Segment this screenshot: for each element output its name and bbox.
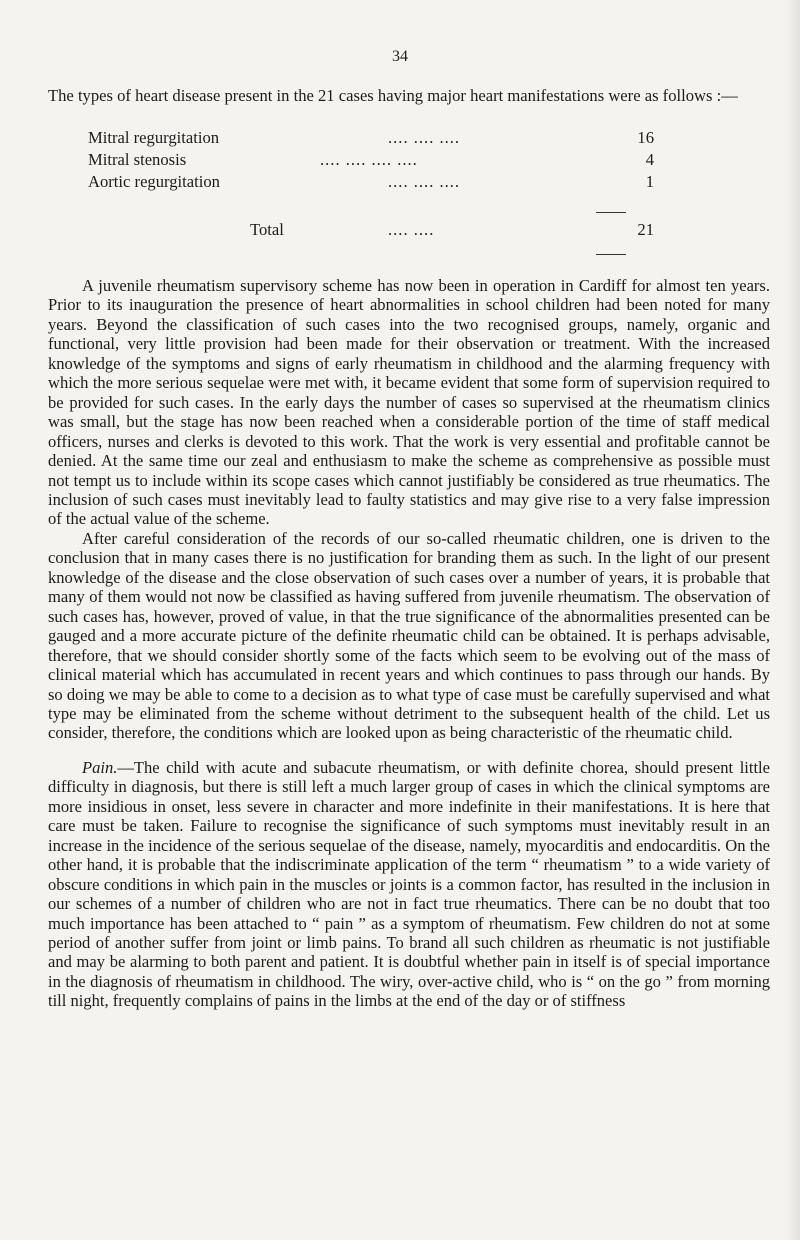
row-value: 4 [645,150,654,169]
body-text [48,276,770,1011]
page-number: 34 [392,48,408,65]
row-label: Aortic regurgitation [88,172,220,191]
paragraph-pain-text: —The child with acute and subacute rheumatism, or with definite chorea, should present little difficulty in diagnosis, but there is still left a much larger group of cases in which the clinical symptoms are more insidious in onset, less severe in character and more indefinite in their manifestations. It is here that care must be taken. Failure to recognise the significance of such symptoms must inevitably result in an increase in the incidence of the serious sequelae of the disease, namely, myocarditis and endocarditis. On the other hand, it is probable that the indiscriminate application of the term “ rheumatism ” to a wide variety of obscure conditions in which pain in the muscles or joints is a common factor, has resulted in the inclusion in our schemes of a number of children who are not in fact true rheumatics. There can be no doubt that too much importance has been attached to “ pain ” as a symptom of rheumatism. Few children do not at some period of another suffer from joint or limb pains. To brand all such children as rheumatic is not justifiable and may be alarming to both parent and patient. It is doubtful whether pain in itself is of special importance in the diagnosis of rheumatism in childhood. The wiry, over-active child, who is “ on the go ” from morning till night, frequently complains of pains in the limbs at the end of the day or of stiffness [48,757,770,1011]
sum-rule [596,212,626,213]
paragraph-pain [48,758,770,1011]
row-label: Mitral stenosis [88,150,187,169]
intro-text: The types of heart disease present in the 21 cases having major heart manifestations were as follows :— [48,86,738,105]
leader-dots: .... .... .... .... [320,150,418,169]
total-rule [596,254,626,255]
row-value: 16 [637,128,654,147]
page-edge-shadow [786,0,800,1240]
total-value: 21 [637,220,654,239]
leader-dots: .... .... [388,220,435,239]
leader-dots: .... .... .... [388,172,461,191]
section-heading: Pain. [82,757,118,777]
row-label: Mitral regurgitation [88,128,220,147]
paragraph: After careful consideration of the records of our so-called rheumatic children, one is driven to the conclusion that in many cases there is no justification for branding them as such. In the light of our present knowledge of the disease and the close observation of such cases over a number of years, it is probable that many of them would not now be classified as having suffered from juvenile rheumatism. The observation of such cases has, however, proved of value, in that the true significance of the abnormalities presented can be gauged and a more accurate picture of the definite rheumatic child can be obtained. It is perhaps advisable, therefore, that we should consider shortly some of the facts which seem to be evolving out of the mass of clinical material which has accumulated in recent years and which continues to pass through our hands. By so doing we may be able to come to a decision as to what type of case must be carefully supervised and what type may be eliminated from the scheme without detriment to the subsequent health of the child. Let us consider, therefore, the conditions which are looked upon as being characteristic of the rheumatic child. [48,528,770,743]
leader-dots: .... .... .... [388,128,461,147]
row-value: 1 [645,172,654,191]
paragraph: A juvenile rheumatism supervisory scheme has now been in operation in Cardiff for almost ten years. Prior to its inauguration the presence of heart abnormalities in school children had been noted for many years. Beyond the classification of such cases into the two recognised groups, namely, organic and functional, very little provision had been made for their observation or treatment. With the increased knowledge of the symptoms and signs of early rheumatism in childhood and the alarming frequency with which the more serious sequelae were met with, it became evident that some form of supervision required to be provided for such cases. In the early days the number of cases so supervised at the rheumatism clinics was small, but the stage has now been reached when a considerable portion of the time of staff medical officers, nurses and clerks is devoted to this work. That the work is very essential and profitable cannot be denied. At the same time our zeal and enthusiasm to make the scheme as comprehensive as possible must not tempt us to include within its scope cases which cannot justifiably be considered as true rheumatics. The inclusion of such cases must inevitably lead to faulty statistics and may give rise to a very false impression of the actual value of the scheme. [48,276,770,529]
total-label: Total [250,220,284,239]
